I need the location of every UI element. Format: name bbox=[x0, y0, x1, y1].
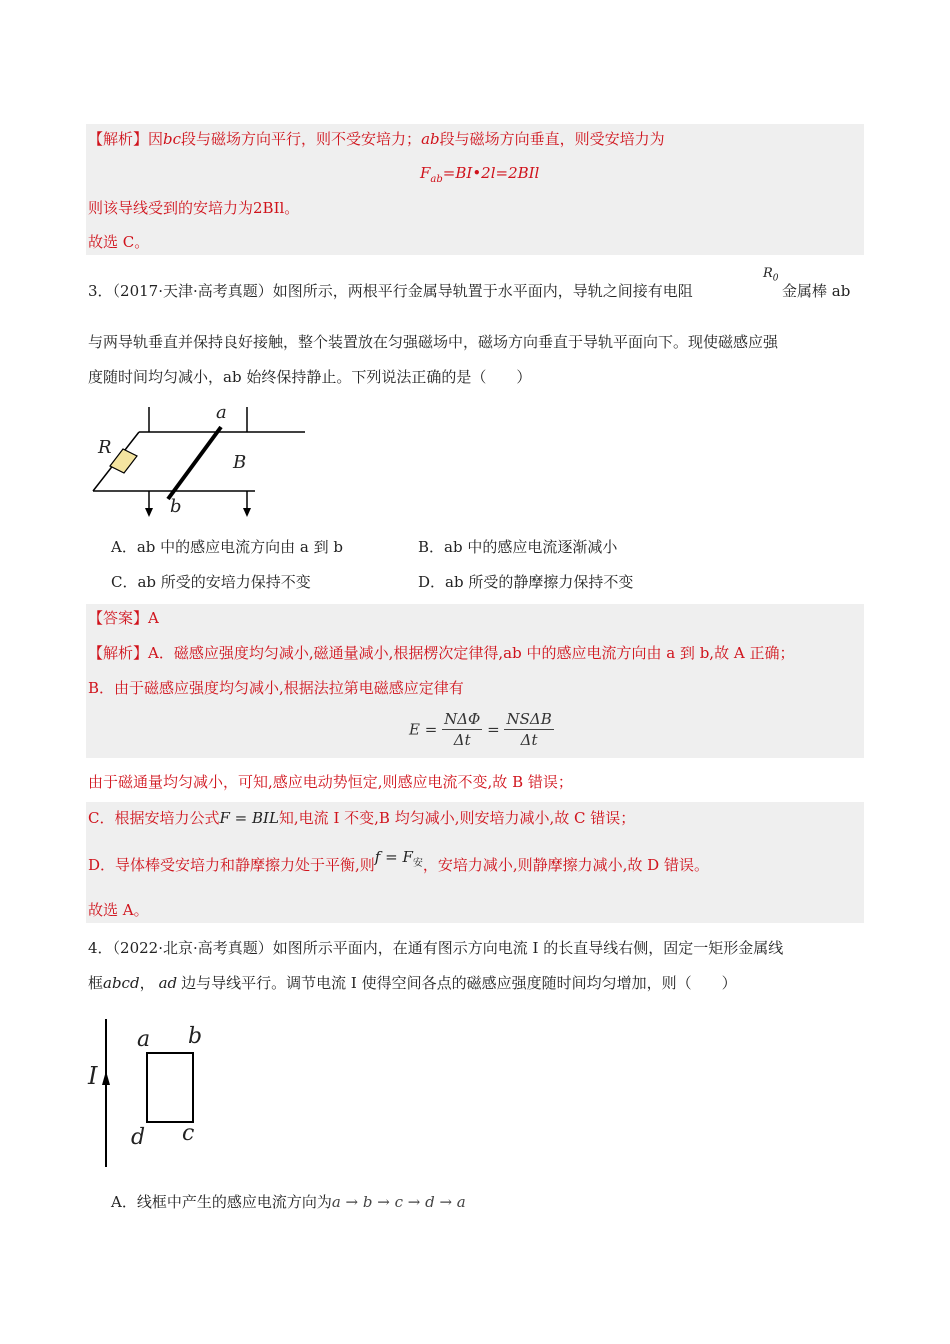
analysis-formula: $F_{ab}=BI•2l=2BIl$ bbox=[420, 164, 540, 185]
analysis-tag: 【解析】 bbox=[88, 130, 149, 148]
q4-option-a[interactable]: A．线框中产生的感应电流方向为a → b → c → d → a bbox=[111, 1193, 466, 1211]
q3-fig-label-B: B bbox=[233, 452, 247, 473]
q3-analysis-a: 【解析】A．磁感应强度均匀减小,磁通量减小,根据楞次定律得,ab 中的感应电流方向由 a 到 b,故 A 正确； bbox=[88, 644, 795, 662]
q3-fig-label-b: b bbox=[170, 496, 182, 517]
q3-option-a[interactable]: A．ab 中的感应电流方向由 a 到 b bbox=[111, 538, 343, 556]
q4-stem-line-1: 4．（2022·北京·高考真题）如图所示平面内，在通有图示方向电流 I 的长直导线右侧，固定一矩形金属线 bbox=[88, 939, 784, 957]
q3-analysis-c: C．根据安培力公式F = BIL知,电流 I 不变,B 均匀减小,则安培力减小,故 C 错误； bbox=[88, 809, 636, 827]
q3-option-d[interactable]: D．ab 所受的静摩擦力保持不变 bbox=[418, 573, 634, 591]
q3-fig-label-R: R bbox=[98, 437, 112, 458]
current-arrow bbox=[102, 1071, 110, 1085]
analysis-line-1: 【解析】因bc段与磁场方向平行，则不受安培力；ab段与磁场方向垂直，则受安培力为 bbox=[88, 130, 665, 148]
q3-stem-line-1: 3．（2017·天津·高考真题）如图所示，两根平行金属导轨置于水平面内，导轨之间接有电阻 bbox=[88, 282, 693, 300]
q4-label-I: I bbox=[88, 1062, 98, 1090]
arrow-head-1 bbox=[145, 508, 153, 517]
q3-stem-line-2: 与两导轨垂直并保持良好接触，整个装置放在匀强磁场中，磁场方向垂直于导轨平面向下。现使磁感应强 bbox=[88, 333, 779, 351]
q3-option-c[interactable]: C．ab 所受的安培力保持不变 bbox=[111, 573, 311, 591]
q3-stem-line-1-post: 金属棒 ab bbox=[782, 282, 851, 300]
arrow-head-2 bbox=[243, 508, 251, 517]
rod-ab bbox=[168, 427, 221, 499]
q3-stem-line-3: 度随时间均匀减小，ab 始终保持静止。下列说法正确的是（ ） bbox=[88, 368, 532, 386]
analysis-line-3: 则该导线受到的安培力为2BIl。 bbox=[88, 199, 300, 217]
q4-label-a: a bbox=[137, 1027, 151, 1052]
loop-abcd bbox=[147, 1053, 193, 1122]
q4-label-b: b bbox=[188, 1024, 203, 1049]
q4-stem-line-2: 框abcd， ad 边与导线平行。调节电流 I 使得空间各点的磁感应强度随时间均匀增加，则（ ） bbox=[88, 974, 737, 992]
q3-option-b[interactable]: B．ab 中的感应电流逐渐减小 bbox=[418, 538, 618, 556]
q3-figure-rails bbox=[85, 402, 315, 522]
analysis-line-4: 故选 C。 bbox=[88, 233, 150, 251]
q3-number: 3． bbox=[88, 282, 113, 300]
resistor-r bbox=[110, 449, 137, 473]
fraction-1: $\frac{\text{NΔΦ}}{\Delta t}$ bbox=[444, 710, 481, 749]
q3-analysis-b: B．由于磁感应强度均匀减小,根据法拉第电磁感应定律有 bbox=[88, 679, 464, 697]
q4-label-d: d bbox=[131, 1125, 146, 1150]
q3-analysis-d: D．导体棒受安培力和静摩擦力处于平衡,则$f = F_安$，安培力减小,则静摩擦力减小,故 D 错误。 bbox=[88, 848, 709, 874]
q3-fig-label-a: a bbox=[216, 402, 227, 423]
q3-equation: E = $\frac{\text{NΔΦ}}{\Delta t}$ = $\frac{\text{NSΔB}}{\Delta t}$ bbox=[409, 710, 552, 749]
q3-answer: 【答案】A bbox=[88, 609, 159, 627]
q4-number: 4． bbox=[88, 939, 113, 957]
q3-r0-label: $R_0$ bbox=[763, 266, 779, 284]
q3-analysis-b2: 由于磁通量均匀减小，可知,感应电动势恒定,则感应电流不变,故 B 错误； bbox=[88, 773, 573, 791]
q4-label-c: c bbox=[182, 1121, 195, 1146]
fraction-2: $\frac{\text{NSΔB}}{\Delta t}$ bbox=[506, 710, 552, 749]
q3-conclusion: 故选 A。 bbox=[88, 901, 149, 919]
